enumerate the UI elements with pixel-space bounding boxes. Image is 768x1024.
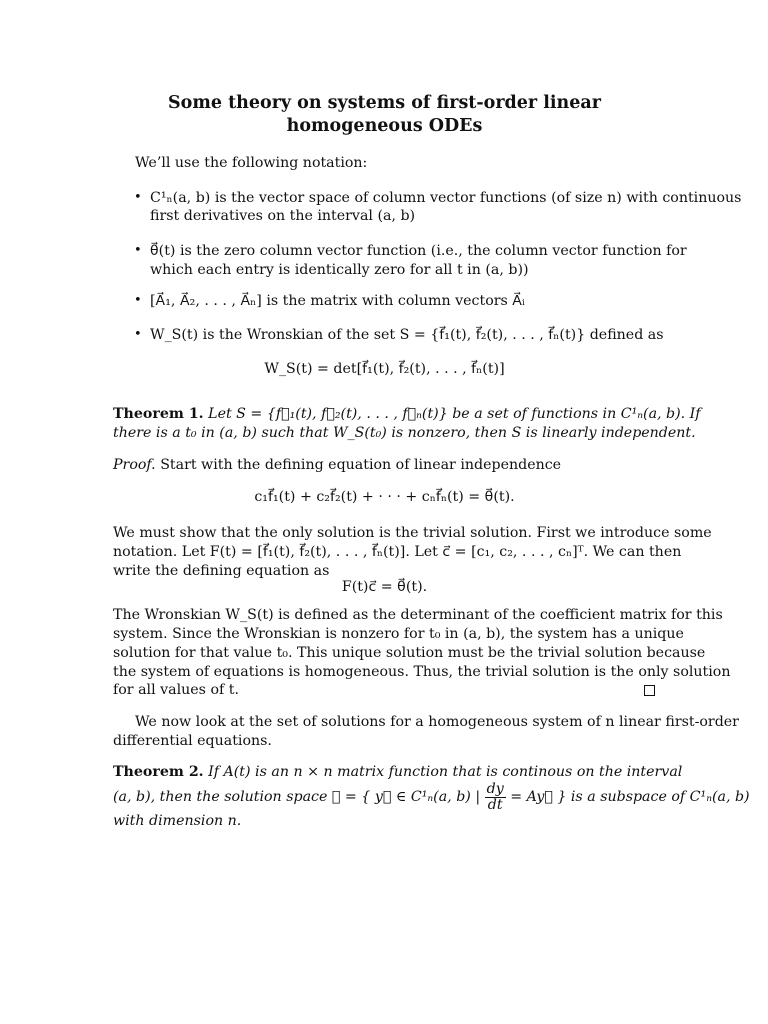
theorem-2-line-2 [113, 781, 750, 813]
theorem-2-statement: If A(t) is an n × n matrix function that is continous on the interval [208, 764, 683, 780]
theorem-1-line-2: there is a t₀ in (a, b) such that W_S(t₀) is nonzero, then S is linearly independent. [113, 425, 696, 441]
theorem-1-statement: Let S = {f⃗₁(t), f⃗₂(t), . . . , f⃗ₙ(t)} be a set of functions in C¹ₙ(a, b). If [208, 406, 701, 422]
linear-independence-equation: c₁f⃗₁(t) + c₂f⃗₂(t) + · · · + cₙf⃗ₙ(t) = θ⃗(t). [254, 489, 515, 505]
bullet-3-line-1: [A⃗₁, A⃗₂, . . . , A⃗ₙ] is the matrix with column vectors A⃗ᵢ [150, 293, 525, 309]
transition-line-2: differential equations. [113, 733, 272, 749]
proof-paragraph-line: The Wronskian W_S(t) is defined as the determinant of the coefficient matrix for this [113, 607, 723, 623]
theorem-2-solution-space-end: = Ay⃗ } is a subspace of C¹ₙ(a, b) [510, 789, 750, 805]
derivative-fraction [485, 782, 506, 813]
bullet-1-line-1: C¹ₙ(a, b) is the vector space of column vector functions (of size n) with continuous [150, 190, 742, 206]
bullet-marker: • [134, 327, 142, 342]
proof-intro: Start with the defining equation of linear independence [160, 457, 562, 473]
intro-text: We’ll use the following notation: [135, 155, 368, 171]
page-title: Some theory on systems of first-order linear homogeneous ODEs [168, 93, 601, 136]
fraction-numerator: dy [486, 780, 504, 797]
proof-label: Proof. [113, 457, 156, 473]
bullet-1-line-2: first derivatives on the interval (a, b) [150, 208, 416, 224]
wronskian-equation: W_S(t) = det[f⃗₁(t), f⃗₂(t), . . . , f⃗ₙ(t)] [264, 361, 505, 377]
bullet-4-line-1: W_S(t) is the Wronskian of the set S = {f⃗₁(t), f⃗₂(t), . . . , f⃗ₙ(t)} defined as [150, 327, 664, 343]
bullet-marker: • [134, 293, 142, 308]
bullet-2-line-2: which each entry is identically zero for all t in (a, b)) [150, 262, 529, 278]
matrix-form-equation: F(t)c⃗ = θ⃗(t). [341, 579, 428, 595]
transition-line-1: We now look at the set of solutions for a homogeneous system of n linear first-order [135, 714, 739, 730]
bullet-marker: • [134, 190, 142, 205]
proof-paragraph-line: solution for that value t₀. This unique solution must be the trivial solution because [113, 645, 706, 661]
proof-paragraph-line: write the defining equation as [113, 563, 330, 579]
theorem-1-line-1 [113, 405, 701, 424]
theorem-2-solution-space-start: (a, b), then the solution space 𝒮 = { y⃗ ∈ C¹ₙ(a, b) | [113, 789, 481, 805]
proof-paragraph-line: We must show that the only solution is the trivial solution. First we introduce some [113, 525, 712, 541]
proof-line-1 [113, 456, 561, 475]
qed-box-icon [644, 685, 655, 696]
theorem-2-line-3: with dimension n. [113, 813, 242, 829]
theorem-2-label: Theorem 2. [113, 764, 204, 780]
bullet-2-line-1: θ⃗(t) is the zero column vector function (i.e., the column vector function for [150, 243, 687, 259]
bullet-marker: • [134, 243, 142, 258]
theorem-2-line-1 [113, 763, 682, 782]
fraction-denominator: dt [487, 796, 503, 813]
proof-paragraph-line: system. Since the Wronskian is nonzero for t₀ in (a, b), the system has a unique [113, 626, 684, 642]
proof-paragraph-line: for all values of t. [113, 682, 239, 698]
theorem-1-label: Theorem 1. [113, 406, 204, 422]
proof-paragraph-line: notation. Let F(t) = [f⃗₁(t), f⃗₂(t), . . . , f⃗ₙ(t)]. Let c⃗ = [c₁, c₂, . . . , cₙ]ᵀ. We can then [113, 544, 682, 560]
proof-paragraph-line: the system of equations is homogeneous. Thus, the trivial solution is the only solution [113, 664, 731, 680]
